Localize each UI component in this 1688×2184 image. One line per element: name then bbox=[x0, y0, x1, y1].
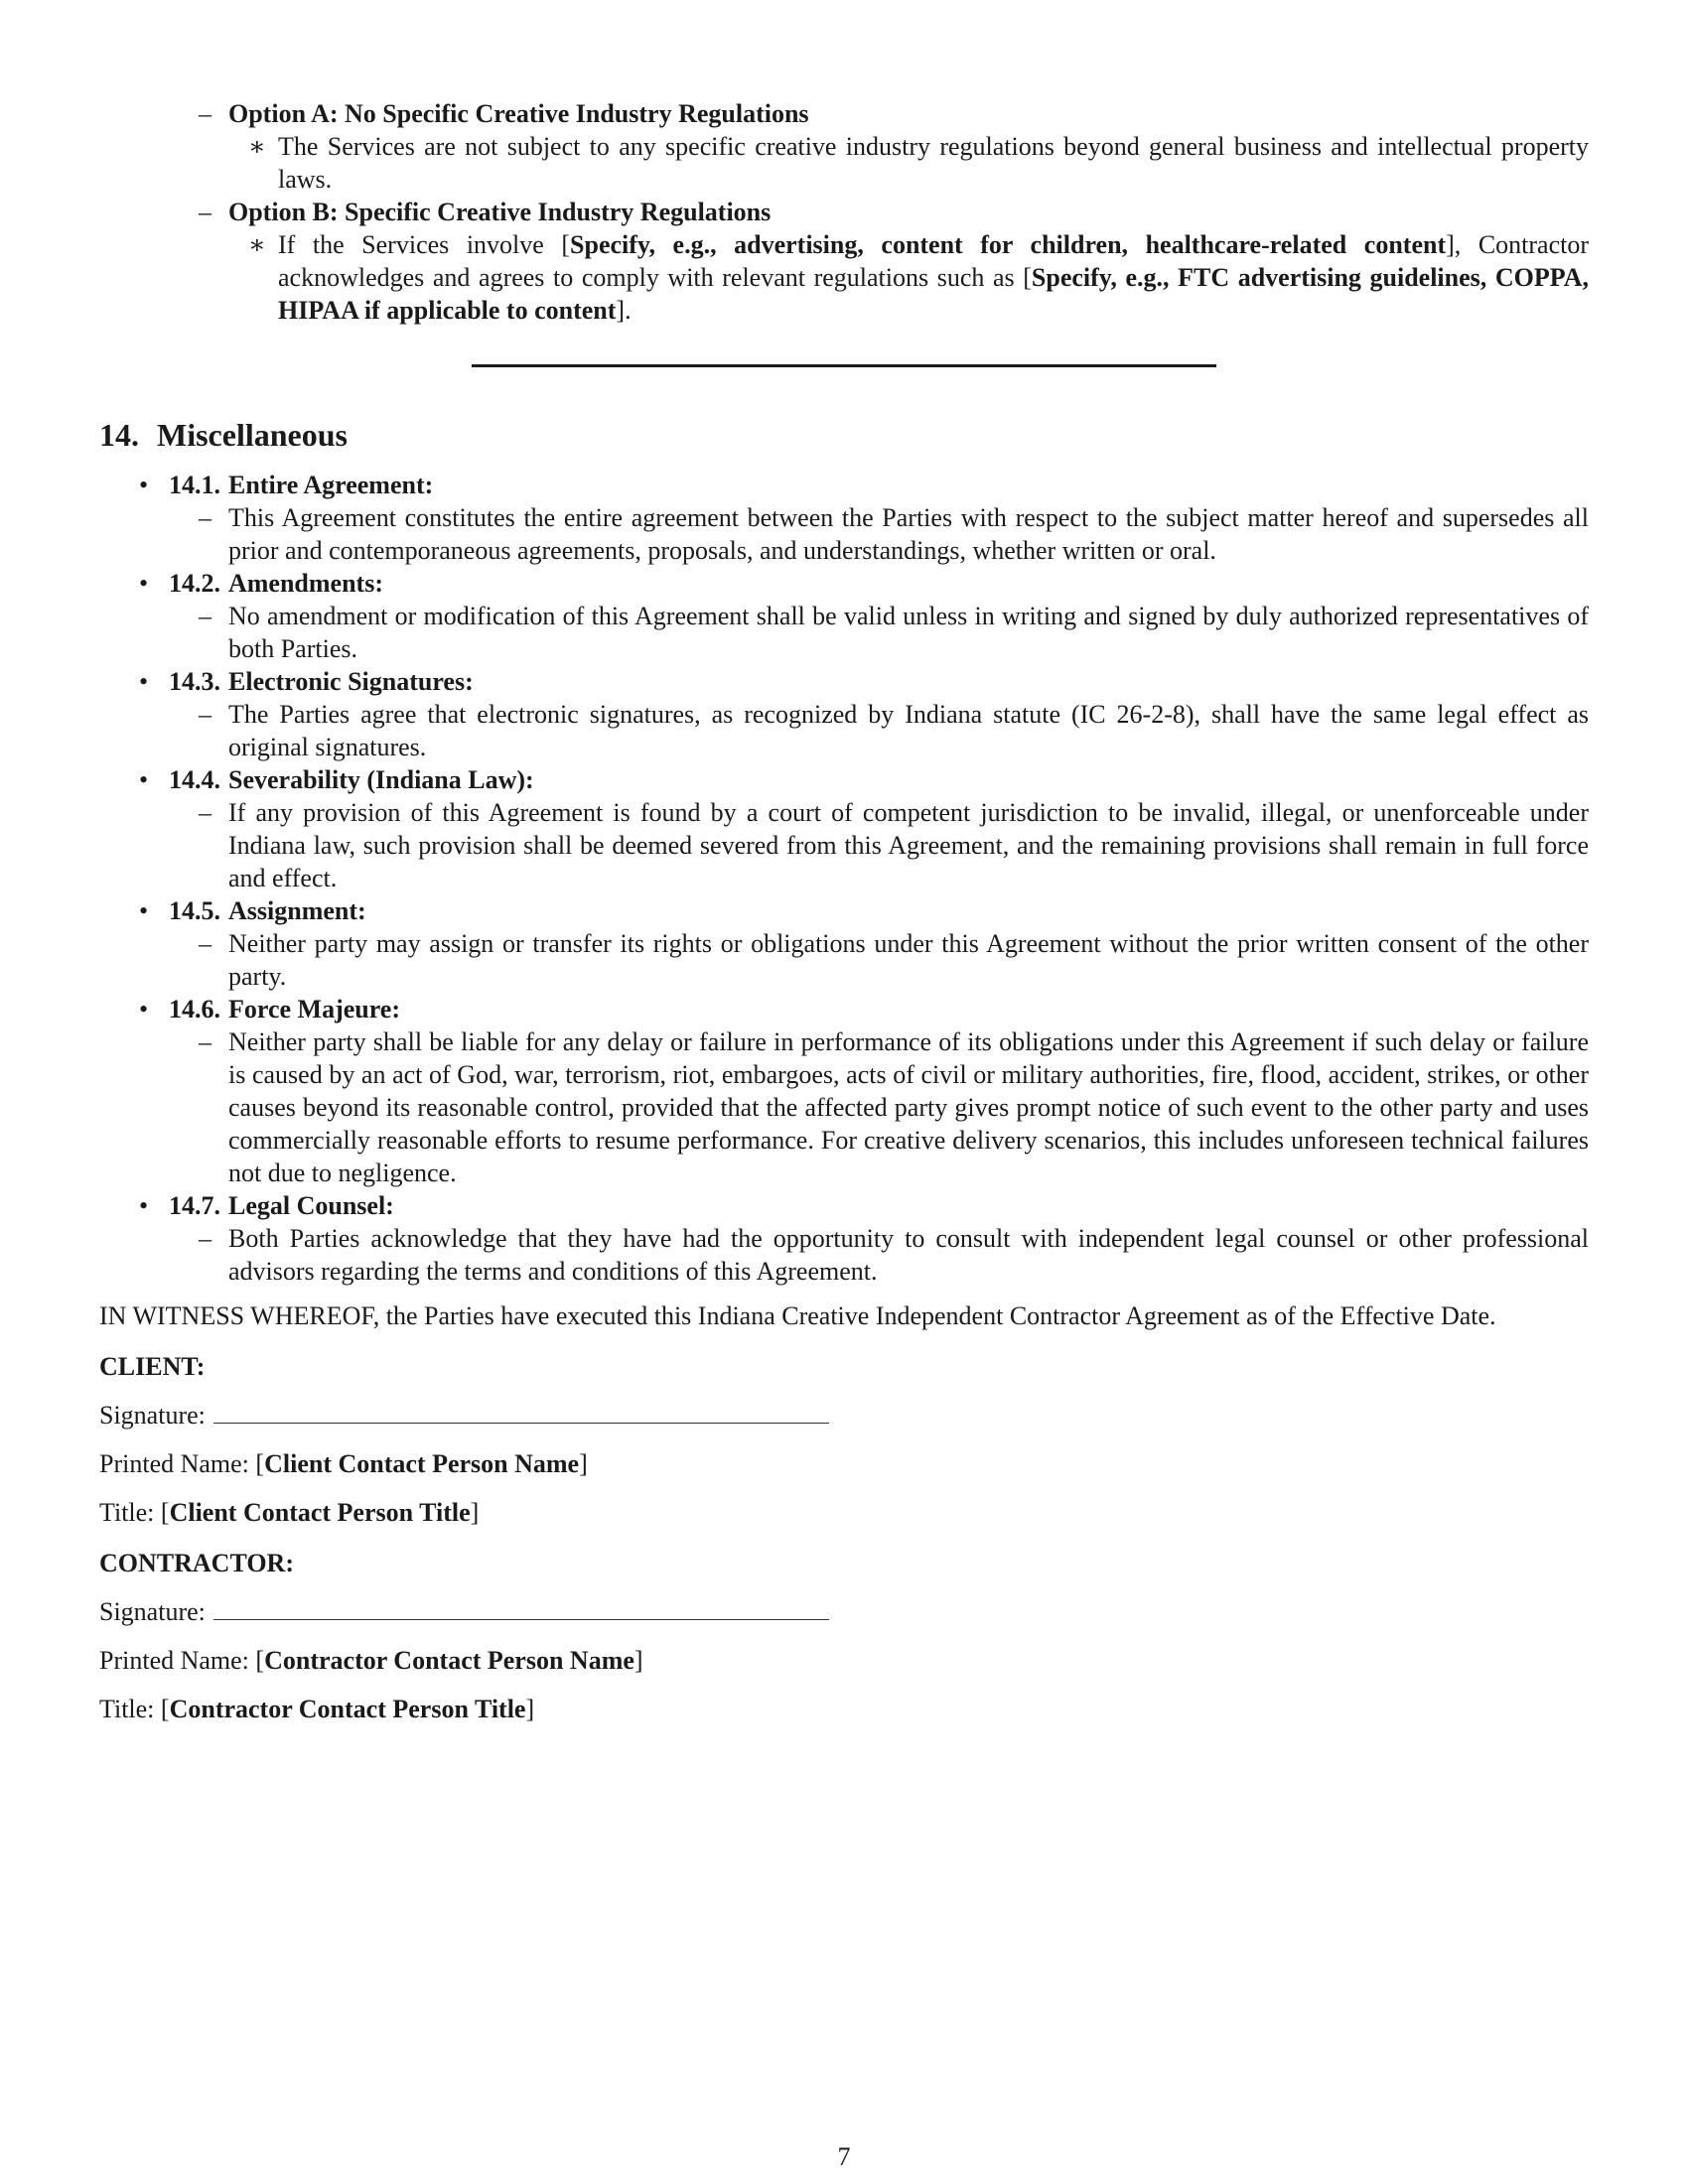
section-title: Miscellaneous bbox=[157, 417, 348, 453]
item-number: 14.1. bbox=[169, 471, 220, 499]
contractor-signature-line[interactable] bbox=[213, 1601, 829, 1620]
contractor-heading: CONTRACTOR: bbox=[99, 1549, 294, 1577]
item-number: 14.5. bbox=[169, 896, 220, 925]
list-item-text: – Neither party shall be liable for any delay or failure in performance of its obligations under this Agreement if such delay or failure is caused by an act of God, war, terrorism, riot, embargoes, acts of civil or military authorities, fire, flood, accident, strikes, or other causes beyond its reasonable control, provided that the affected party gives prompt notice of such event to the other party and uses commercially reasonable efforts to resume performance. For creative delivery scenarios, this includes unforeseen technical failures not due to negligence. bbox=[199, 1027, 1589, 1187]
bullet-marker: • bbox=[139, 896, 149, 925]
list-item bbox=[99, 894, 1589, 993]
option-b-title: – Option B: Specific Creative Industry Regulations bbox=[199, 198, 772, 226]
horizontal-rule bbox=[472, 364, 1216, 367]
dash-marker: – bbox=[199, 198, 211, 226]
page-content bbox=[99, 97, 1589, 1725]
bracket-open: [ bbox=[160, 1498, 170, 1527]
bracket-open: [ bbox=[255, 1646, 265, 1675]
bullet-marker: • bbox=[139, 995, 149, 1024]
item-title: Amendments: bbox=[228, 569, 383, 598]
contractor-title-row bbox=[99, 1693, 1589, 1725]
section-heading bbox=[99, 415, 1589, 455]
list-item-heading bbox=[139, 993, 1589, 1025]
list-item-heading bbox=[139, 894, 1589, 927]
contractor-signature-row bbox=[99, 1595, 1589, 1628]
witness-statement: IN WITNESS WHEREOF, the Parties have executed this Indiana Creative Independent Contractor Agreement as of the Effective Date. bbox=[99, 1301, 1496, 1330]
item-number: 14.6. bbox=[169, 995, 220, 1024]
option-b-text: ∗ If the Services involve [Specify, e.g., advertising, content for children, healthcare-related content], Contractor acknowledges and agrees to comply with relevant regulations such as [Specify, e.g., FTC advertising guidelines, COPPA, HIPAA if applicable to content]. bbox=[248, 230, 1590, 325]
client-title-row bbox=[99, 1496, 1589, 1529]
contractor-printed-name: Contractor Contact Person Name bbox=[264, 1646, 634, 1675]
page-number: 7 bbox=[837, 2142, 851, 2171]
bracket-close: ] bbox=[470, 1498, 480, 1527]
item-title: Severability (Indiana Law): bbox=[228, 765, 534, 794]
title-label: Title: bbox=[99, 1498, 155, 1527]
list-item bbox=[99, 567, 1589, 665]
list-item-heading bbox=[139, 567, 1589, 600]
item-number: 14.7. bbox=[169, 1191, 220, 1220]
list-item-heading bbox=[139, 665, 1589, 698]
dash-marker: – bbox=[199, 99, 211, 128]
client-heading: CLIENT: bbox=[99, 1352, 206, 1381]
list-item-text: – The Parties agree that electronic signatures, as recognized by Indiana statute (IC 26-2-8), shall have the same legal effect as original signatures. bbox=[199, 700, 1589, 761]
client-printed-name-row bbox=[99, 1447, 1589, 1480]
bullet-marker: • bbox=[139, 471, 149, 499]
list-item-text: – This Agreement constitutes the entire agreement between the Parties with respect to the subject matter hereof and supersedes all prior and contemporaneous agreements, proposals, and understandings, whether written or oral. bbox=[199, 503, 1589, 565]
list-item-text: – No amendment or modification of this Agreement shall be valid unless in writing and signed by duly authorized representatives of both Parties. bbox=[199, 602, 1589, 663]
list-item-heading bbox=[139, 469, 1589, 501]
client-signature-line[interactable] bbox=[213, 1405, 829, 1424]
list-item bbox=[99, 993, 1589, 1189]
dash-marker: – bbox=[199, 700, 211, 729]
signature-label: Signature: bbox=[99, 1597, 206, 1626]
contractor-printed-name-row bbox=[99, 1644, 1589, 1677]
bracket-open: [ bbox=[255, 1449, 265, 1478]
list-item-text: – Neither party may assign or transfer its rights or obligations under this Agreement without the prior written consent of the other party. bbox=[199, 929, 1589, 991]
item-title: Assignment: bbox=[228, 896, 366, 925]
option-a-text: ∗ The Services are not subject to any specific creative industry regulations beyond general business and intellectual property laws. bbox=[248, 132, 1589, 194]
list-item bbox=[99, 469, 1589, 567]
list-item-heading bbox=[139, 763, 1589, 796]
item-number: 14.3. bbox=[169, 667, 220, 696]
dash-marker: – bbox=[199, 503, 211, 532]
client-printed-name: Client Contact Person Name bbox=[264, 1449, 580, 1478]
item-title: Electronic Signatures: bbox=[228, 667, 474, 696]
dash-marker: – bbox=[199, 602, 211, 630]
bracket-close: ] bbox=[633, 1646, 643, 1675]
dash-marker: – bbox=[199, 1027, 211, 1056]
items-list bbox=[99, 469, 1589, 1288]
option-a-title: – Option A: No Specific Creative Industry Regulations bbox=[199, 99, 809, 128]
bullet-marker: • bbox=[139, 1191, 149, 1220]
bullet-marker: • bbox=[139, 569, 149, 598]
title-label: Title: bbox=[99, 1695, 155, 1723]
list-item-text: – Both Parties acknowledge that they have had the opportunity to consult with independent legal counsel or other professional advisors regarding the terms and conditions of this Agreement. bbox=[199, 1224, 1589, 1286]
item-title: Entire Agreement: bbox=[228, 471, 434, 499]
star-marker: ∗ bbox=[248, 230, 266, 259]
client-title: Client Contact Person Title bbox=[169, 1498, 471, 1527]
signature-label: Signature: bbox=[99, 1401, 206, 1430]
list-item bbox=[99, 665, 1589, 763]
client-signature-row bbox=[99, 1399, 1589, 1432]
item-title: Force Majeure: bbox=[228, 995, 400, 1024]
dash-marker: – bbox=[199, 929, 211, 958]
dash-marker: – bbox=[199, 1224, 211, 1253]
bullet-marker: • bbox=[139, 765, 149, 794]
item-title: Legal Counsel: bbox=[228, 1191, 394, 1220]
list-item-text: – If any provision of this Agreement is found by a court of competent jurisdiction to be invalid, illegal, or unenforceable under Indiana law, such provision shall be deemed severed from this Agreement, and the remaining provisions shall remain in full force and effect. bbox=[199, 798, 1589, 892]
bracket-close: ] bbox=[579, 1449, 588, 1478]
item-number: 14.4. bbox=[169, 765, 220, 794]
printed-name-label: Printed Name: bbox=[99, 1646, 249, 1675]
list-item bbox=[99, 1189, 1589, 1288]
list-item-heading bbox=[139, 1189, 1589, 1222]
bracket-open: [ bbox=[160, 1695, 170, 1723]
item-number: 14.2. bbox=[169, 569, 220, 598]
bracket-close: ] bbox=[525, 1695, 535, 1723]
printed-name-label: Printed Name: bbox=[99, 1449, 249, 1478]
list-item bbox=[99, 763, 1589, 894]
bullet-marker: • bbox=[139, 667, 149, 696]
contractor-title: Contractor Contact Person Title bbox=[169, 1695, 526, 1723]
star-marker: ∗ bbox=[248, 132, 266, 161]
section-number: 14. bbox=[99, 417, 139, 453]
dash-marker: – bbox=[199, 798, 211, 827]
